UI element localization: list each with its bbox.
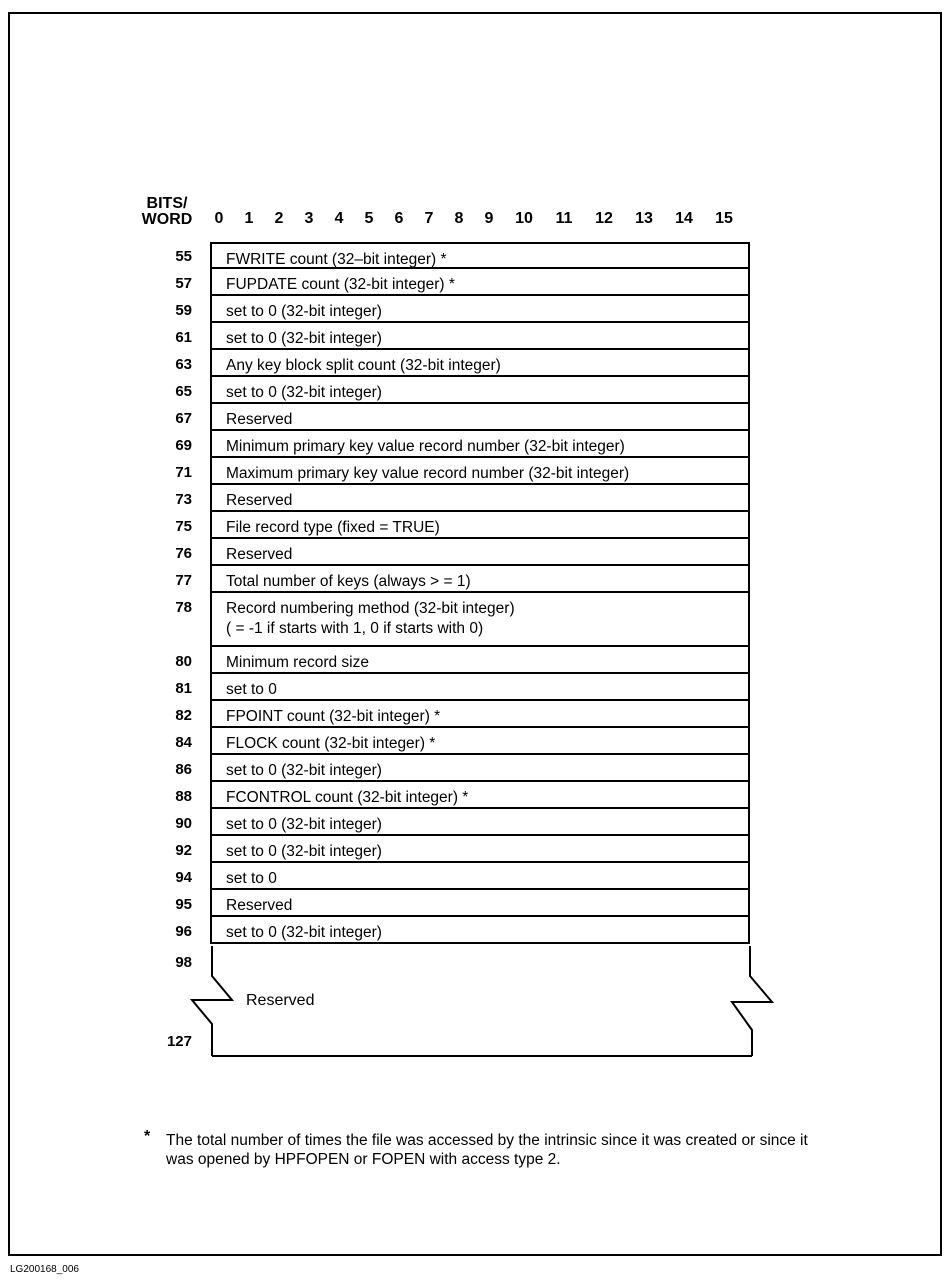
bit-number: 9 bbox=[484, 210, 494, 227]
bit-number: 5 bbox=[364, 210, 374, 227]
figure-id: LG200168_006 bbox=[10, 1264, 79, 1275]
field-description: Reserved bbox=[226, 546, 293, 563]
bit-number: 4 bbox=[334, 210, 344, 227]
word-number: 94 bbox=[175, 869, 192, 886]
field-description: Reserved bbox=[226, 411, 293, 428]
field-description: set to 0 (32-bit integer) bbox=[226, 303, 382, 320]
word-number: 73 bbox=[175, 491, 192, 508]
word-number: 84 bbox=[175, 734, 192, 751]
word-number: 57 bbox=[175, 275, 192, 292]
field-description: FLOCK count (32-bit integer) * bbox=[226, 735, 436, 752]
word-number: 63 bbox=[175, 356, 192, 373]
bit-number: 0 bbox=[214, 210, 224, 227]
field-description: FCONTROL count (32-bit integer) * bbox=[226, 789, 469, 806]
field-description: set to 0 (32-bit integer) bbox=[226, 924, 382, 941]
field-description: set to 0 (32-bit integer) bbox=[226, 843, 382, 860]
field-description: Reserved bbox=[226, 897, 293, 914]
word-number: 67 bbox=[175, 410, 192, 427]
word-number: 59 bbox=[175, 302, 192, 319]
field-description: Minimum record size bbox=[226, 654, 369, 671]
word-number: 96 bbox=[175, 923, 192, 940]
field-description: Any key block split count (32-bit integer) bbox=[226, 357, 501, 374]
field-description: FWRITE count (32–bit integer) * bbox=[226, 251, 447, 268]
field-description: set to 0 (32-bit integer) bbox=[226, 384, 382, 401]
field-description: File record type (fixed = TRUE) bbox=[226, 519, 440, 536]
field-description: set to 0 (32-bit integer) bbox=[226, 330, 382, 347]
bit-number: 10 bbox=[515, 210, 533, 227]
word-number: 69 bbox=[175, 437, 192, 454]
word-number: 55 bbox=[175, 248, 192, 265]
bit-number: 8 bbox=[454, 210, 464, 227]
word-number: 90 bbox=[175, 815, 192, 832]
field-description: set to 0 (32-bit integer) bbox=[226, 762, 382, 779]
footnote-text: The total number of times the file was accessed by the intrinsic since it was created or since it was opened by HPFOPEN or FOPEN with access type 2. bbox=[166, 1132, 808, 1168]
word-number: 75 bbox=[175, 518, 192, 535]
field-description: set to 0 bbox=[226, 681, 277, 698]
bit-number: 13 bbox=[635, 210, 653, 227]
field-description: FPOINT count (32-bit integer) * bbox=[226, 708, 441, 725]
word-number: 77 bbox=[175, 572, 192, 589]
bit-number: 2 bbox=[274, 210, 284, 227]
field-description: Reserved bbox=[226, 492, 293, 509]
word-number: 92 bbox=[175, 842, 192, 859]
word-number: 65 bbox=[175, 383, 192, 400]
word-number: 95 bbox=[175, 896, 192, 913]
word-number-127: 127 bbox=[166, 1033, 192, 1050]
footnote-marker: * bbox=[144, 1128, 151, 1145]
bit-number: 12 bbox=[595, 210, 613, 227]
field-description: Minimum primary key value record number (32-bit integer) bbox=[226, 438, 625, 455]
field-description-line2: ( = -1 if starts with 1, 0 if starts with 0) bbox=[226, 620, 484, 637]
word-number: 61 bbox=[175, 329, 192, 346]
bit-number: 7 bbox=[424, 210, 434, 227]
bit-number: 11 bbox=[555, 210, 573, 227]
word-number: 88 bbox=[175, 788, 192, 805]
word-number: 81 bbox=[175, 680, 192, 697]
word-number: 71 bbox=[175, 464, 192, 481]
bit-number: 3 bbox=[304, 210, 314, 227]
field-description: set to 0 bbox=[226, 870, 277, 887]
field-description: set to 0 (32-bit integer) bbox=[226, 816, 382, 833]
word-number: 78 bbox=[175, 599, 192, 616]
field-description: Total number of keys (always > = 1) bbox=[226, 573, 471, 590]
bit-number: 6 bbox=[394, 210, 404, 227]
bit-number: 14 bbox=[675, 210, 693, 227]
field-description: FUPDATE count (32-bit integer) * bbox=[226, 276, 455, 293]
field-description: Record numbering method (32-bit integer) bbox=[226, 600, 515, 617]
bit-number: 15 bbox=[715, 210, 733, 227]
reserved-block-label: Reserved bbox=[246, 992, 315, 1009]
word-number: 76 bbox=[175, 545, 192, 562]
word-number: 86 bbox=[175, 761, 192, 778]
word-label: WORD bbox=[141, 211, 193, 228]
bit-number: 1 bbox=[244, 210, 254, 227]
word-number: 80 bbox=[175, 653, 192, 670]
word-number-98: 98 bbox=[175, 954, 192, 971]
bits-label: BITS/ bbox=[146, 195, 188, 212]
word-number: 82 bbox=[175, 707, 192, 724]
field-description: Maximum primary key value record number (32-bit integer) bbox=[226, 465, 630, 482]
